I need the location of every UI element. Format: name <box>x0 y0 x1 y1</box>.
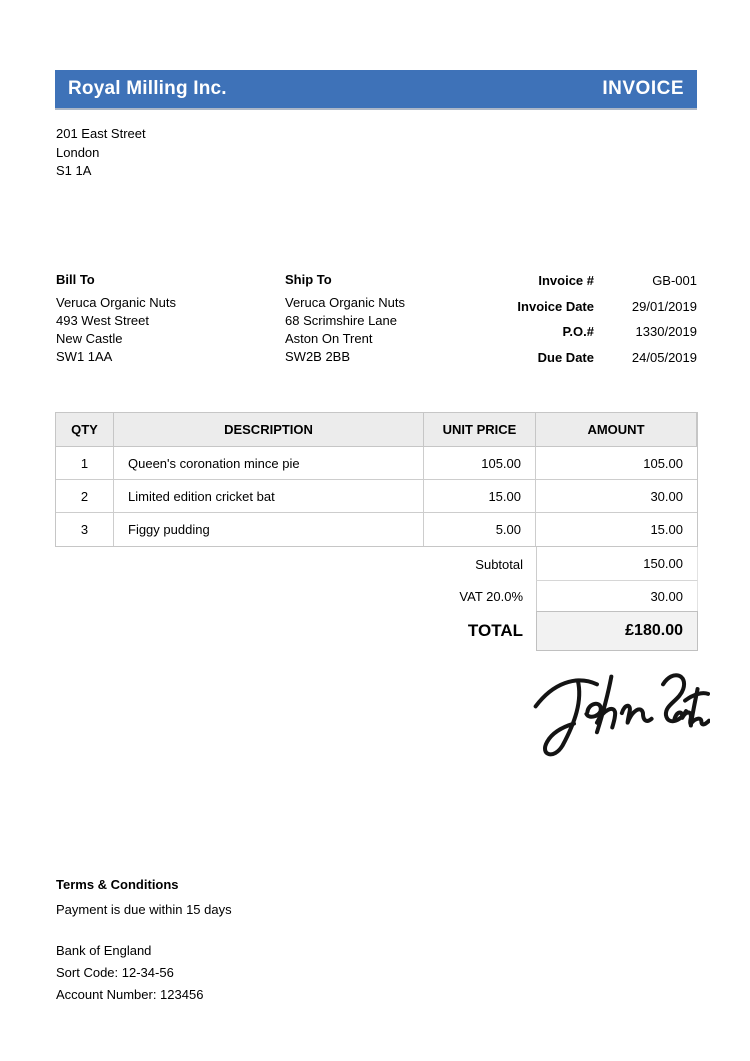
ship-to-section <box>285 272 510 366</box>
company-address-line: London <box>56 144 100 160</box>
cell-amount: 15.00 <box>650 522 683 537</box>
cell-unit-price: 5.00 <box>424 513 536 546</box>
cell-description: Figgy pudding <box>114 513 424 546</box>
bank-details <box>56 940 232 1006</box>
cell-description: Limited edition cricket bat <box>114 480 424 512</box>
meta-label: Invoice Date <box>517 298 594 314</box>
meta-row-invoice-date <box>482 299 697 325</box>
ship-to-line: Aston On Trent <box>285 331 373 346</box>
col-header-amount: AMOUNT <box>536 413 697 446</box>
meta-value: 24/05/2019 <box>631 349 697 365</box>
bank-name: Bank of England <box>56 943 152 958</box>
sort-code: Sort Code: 12-34-56 <box>56 965 174 980</box>
terms-title: Terms & Conditions <box>56 877 179 892</box>
table-row <box>56 480 697 513</box>
items-table <box>55 412 698 547</box>
totals-section <box>55 547 698 651</box>
col-header-unit-price: UNIT PRICE <box>424 413 536 446</box>
company-address-line: 201 East Street <box>56 126 146 141</box>
meta-value: 29/01/2019 <box>631 298 697 314</box>
total-row <box>55 611 698 651</box>
signature <box>528 660 710 768</box>
ship-to-label: Ship To <box>285 272 332 287</box>
parties-section <box>55 272 697 372</box>
signature-svg <box>528 660 710 768</box>
vat-value: 30.00 <box>536 581 698 611</box>
meta-label: Invoice # <box>538 273 594 288</box>
meta-row-due-date <box>482 350 697 376</box>
bill-to-line: Veruca Organic Nuts <box>56 295 176 310</box>
meta-value: 1330/2019 <box>635 324 697 339</box>
meta-value: GB-001 <box>652 273 697 288</box>
terms-body: Payment is due within 15 days <box>56 902 232 917</box>
cell-unit-price: 15.00 <box>424 480 536 512</box>
cell-qty: 1 <box>56 447 114 479</box>
bill-to-line: SW1 1AA <box>56 349 113 364</box>
ship-to-line: SW2B 2BB <box>285 349 351 364</box>
cell-qty: 2 <box>56 480 114 512</box>
col-header-qty: QTY <box>56 413 114 446</box>
invoice-title: INVOICE <box>602 78 684 99</box>
vat-row <box>55 581 698 611</box>
account-number: Account Number: 123456 <box>56 987 204 1002</box>
vat-label: VAT 20.0% <box>459 588 523 604</box>
bill-to-line: 493 West Street <box>56 313 149 328</box>
company-address <box>56 125 146 181</box>
cell-qty: 3 <box>56 513 114 546</box>
total-value: £180.00 <box>536 611 698 651</box>
subtotal-row <box>55 547 698 581</box>
subtotal-label: Subtotal <box>475 556 523 572</box>
bill-to-line: New Castle <box>56 331 123 346</box>
ship-to-line: Veruca Organic Nuts <box>285 295 405 310</box>
cell-amount: 105.00 <box>643 455 683 471</box>
subtotal-value: 150.00 <box>536 547 698 581</box>
cell-amount: 30.00 <box>650 488 683 504</box>
invoice-meta <box>482 273 697 375</box>
company-address-line: S1 1A <box>56 163 92 178</box>
cell-description: Queen's coronation mince pie <box>114 447 424 479</box>
brand-bar <box>55 70 697 108</box>
table-row <box>56 447 697 480</box>
meta-row-po-number <box>482 324 697 350</box>
meta-label: P.O.# <box>562 324 594 339</box>
table-row <box>56 513 697 546</box>
bill-to-section <box>56 272 281 366</box>
bill-to-label: Bill To <box>56 272 95 287</box>
total-label: TOTAL <box>467 621 523 640</box>
meta-label: Due Date <box>537 349 594 365</box>
ship-to-line: 68 Scrimshire Lane <box>285 313 397 328</box>
col-header-description: DESCRIPTION <box>114 413 424 446</box>
footer <box>56 877 232 1006</box>
company-name: Royal Milling Inc. <box>68 78 227 99</box>
meta-row-invoice-number <box>482 273 697 299</box>
cell-unit-price: 105.00 <box>424 447 536 479</box>
table-header-row <box>56 413 697 447</box>
